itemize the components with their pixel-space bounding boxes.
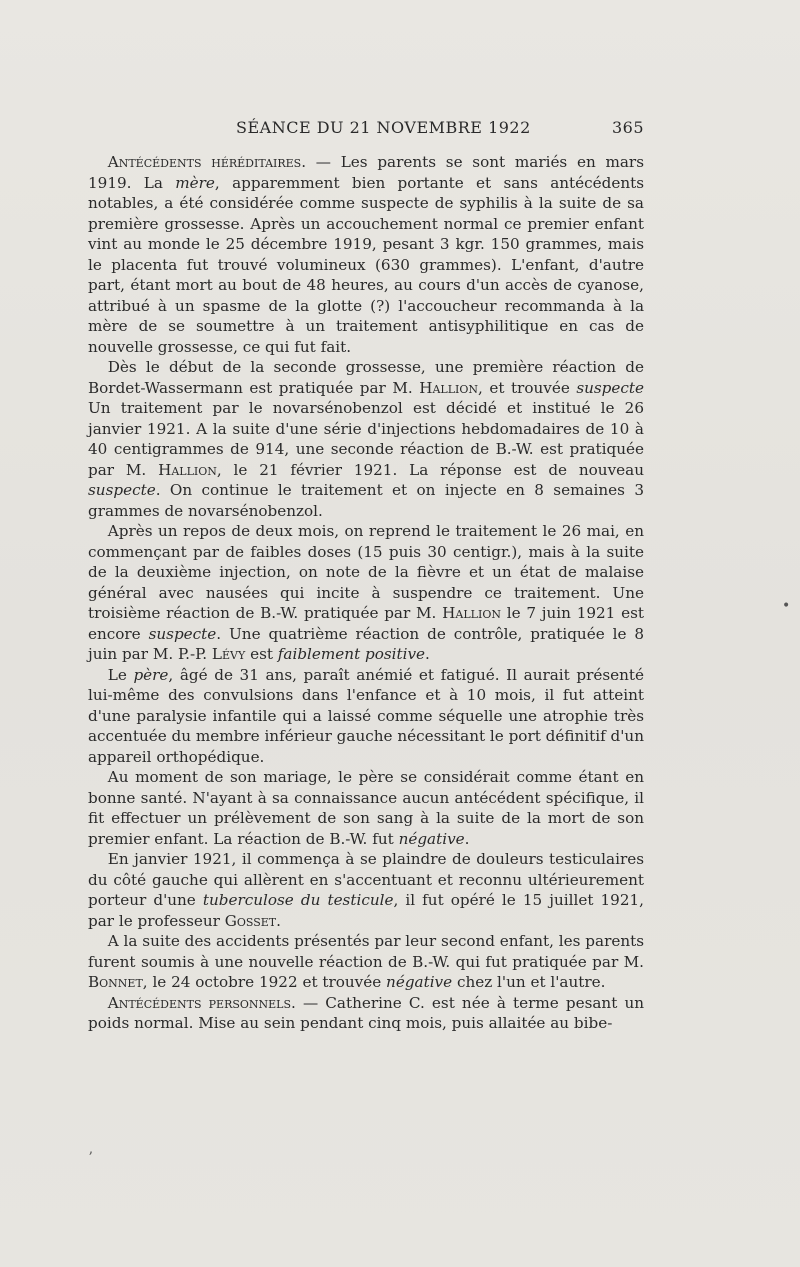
paragraph-marriage: Au moment de son mariage, le père se considérait comme étant en bonne santé. N'ayant à sa connaissance aucun antécédent spécifique, il fit effectuer un prélèvement de son sang à la suite de la mort de son premier enfant. La réaction de B.-W. fut négative. (88, 768, 644, 848)
emphasis: négative (386, 973, 453, 991)
paragraph-second-pregnancy: Dès le début de la seconde grossesse, une première réaction de Bordet-Wassermann est pratiquée par M. Hallion, et trouvée suspecte Un traitement par le novarsénobenzol est décidé et institué le 26 janvier 1921. A la suite d'une série d'injections hebdomadaires de 10 à 40 centigrammes de 914, une seconde réaction de B.-W. est pratiquée par M. Hallion, le 21 février 1921. La réponse est de nouveau suspecte. On continue le traitement et on injecte en 8 semaines 3 grammes de novarsénobenzol. (88, 358, 644, 520)
person-name: Lévy (211, 645, 246, 663)
person-name: Hallion (442, 604, 501, 622)
margin-dot: • (782, 598, 791, 614)
stray-mark: ʼ (88, 1150, 93, 1166)
person-name: Gosset (224, 911, 277, 930)
paragraph-personal: Antécédents personnels. — Catherine C. est née à terme pesant un poids normal. Mise au sein pendant cinq mois, puis allaitée au bibe- (88, 993, 645, 1032)
body-text (88, 152, 644, 1034)
emphasis: faiblement positive (277, 645, 426, 663)
emphasis: négative (398, 829, 465, 848)
emphasis: suspecte (148, 624, 217, 643)
emphasis: mère (175, 173, 215, 192)
emphasis: suspecte (88, 481, 156, 499)
emphasis: suspecte (576, 378, 644, 397)
section-heading: Antécédents héréditaires. (107, 153, 307, 171)
page-number: 365 (611, 118, 644, 137)
paragraph-tuberculosis: En janvier 1921, il commença à se plaindre de douleurs testiculaires du côté gauche qui allèrent en s'accentuant et reconnu ultérieurement porteur d'une tuberculose du testicule, il fut opéré le 15 juillet 1921, par le professeur Gosset. (88, 850, 644, 930)
emphasis: tuberculose du testicule (202, 891, 394, 909)
running-header (88, 118, 644, 140)
header-title: SÉANCE DU 21 NOVEMBRE 1922 (236, 118, 531, 137)
section-heading: Antécédents personnels. (107, 993, 296, 1012)
person-name: Bonnet (88, 973, 143, 991)
person-name: Hallion (419, 378, 479, 397)
paragraph-father: Le père, âgé de 31 ans, paraît anémié et fatigué. Il aurait présenté lui-même des convulsions dans l'enfance et à 10 mois, il fut atteint d'une paralysie infantile qui a laissé comme séquelle une atrophie très accentuée du membre inférieur gauche nécessitant le port définitif d'un appareil orthopédique. (88, 665, 644, 766)
person-name: Hallion (158, 460, 217, 479)
paragraph-hereditary: Antécédents héréditaires. — Les parents se sont mariés en mars 1919. La mère, apparemment bien portante et sans antécédents notables, a été considérée comme suspecte de syphilis à la suite de sa première grossesse. Après un accouchement normal ce premier enfant vint au monde le 25 décembre 1919, pesant 3 kgr. 150 grammes, mais le placenta fut trouvé volumineux (630 grammes). L'enfant, d'autre part, étant mort au bout de 48 heures, au cours d'un accès de cyanose, attribué à un spasme de la glotte (?) l'accoucheur recommanda à la mère de se soumettre à un traitement antisyphilitique en cas de nouvelle grossesse, ce qui fut fait. (88, 153, 644, 356)
paragraph-parents-test: A la suite des accidents présentés par leur second enfant, les parents furent soumis à une nouvelle réaction de B.-W. qui fut pratiquée par M. Bonnet, le 24 octobre 1922 et trouvée négative chez l'un et l'autre. (88, 932, 644, 991)
paragraph-treatment-resumed: Après un repos de deux mois, on reprend le traitement le 26 mai, en commençant par de faibles doses (15 puis 30 centigr.), mais à la suite de la deuxième injection, on note de la fièvre et un état de malaise général avec nausées qui incite à suspendre ce traitement. Une troisième réaction de B.-W. pratiquée par M. Hallion le 7 juin 1921 est encore suspecte. Une quatrième réaction de contrôle, pratiquée le 8 juin par M. P.-P. Lévy est faiblement positive. (88, 522, 645, 663)
emphasis: père (133, 665, 169, 684)
